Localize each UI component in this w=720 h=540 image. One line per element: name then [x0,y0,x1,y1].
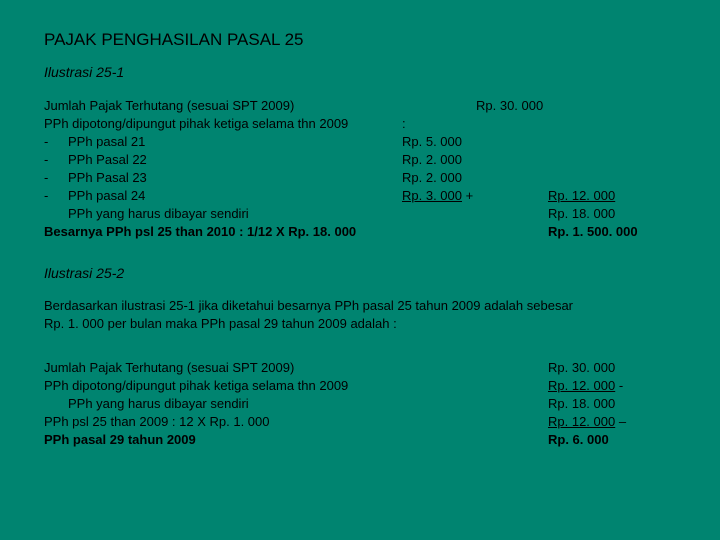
row-pph25-amount: Rp. 12. 000 [548,414,616,429]
row-withheld-amount: Rp. 12. 000 [548,378,616,393]
item-dash: - [44,152,49,167]
payable-label: PPh yang harus dibayar sendiri [68,206,249,221]
pph25-result-label: Besarnya PPh psl 25 than 2010 : 1/12 X Rp. 18. 000 [44,224,357,239]
item-dash: - [44,134,49,149]
payable-amount: Rp. 18. 000 [548,206,616,221]
illustration-2-label: Ilustrasi 25-2 [44,265,125,281]
item-pph23-amount: Rp. 2. 000 [402,170,462,185]
row-pph29-label: PPh pasal 29 tahun 2009 [44,432,196,447]
withheld-colon: : [402,116,406,131]
item-pph23-label: PPh Pasal 23 [68,170,147,185]
row-pph25-cell [548,414,626,429]
total-tax-label: Jumlah Pajak Terhutang (sesuai SPT 2009) [44,98,295,113]
item-pph24-cell [402,188,473,203]
row-total-tax-label: Jumlah Pajak Terhutang (sesuai SPT 2009) [44,360,295,375]
paragraph-line-1: Berdasarkan ilustrasi 25-1 jika diketahui besarnya PPh pasal 25 tahun 2009 adalah sebesar [44,298,574,313]
row-total-tax-amount: Rp. 30. 000 [548,360,616,375]
total-tax-amount: Rp. 30. 000 [476,98,544,113]
minus-sign: - [615,378,624,393]
row-payable-label: PPh yang harus dibayar sendiri [68,396,249,411]
page-title: PAJAK PENGHASILAN PASAL 25 [44,30,304,49]
row-pph29-amount: Rp. 6. 000 [548,432,609,447]
item-dash: - [44,170,49,185]
minus-sign: – [615,414,627,429]
item-pph24-amount: Rp. 3. 000 [402,188,462,203]
plus-sign: + [465,188,474,203]
row-pph25-label: PPh psl 25 than 2009 : 12 X Rp. 1. 000 [44,414,270,429]
item-pph22-label: PPh Pasal 22 [68,152,147,167]
row-payable-amount: Rp. 18. 000 [548,396,616,411]
illustration-1-label: Ilustrasi 25-1 [44,64,125,80]
row-withheld-cell [548,378,623,393]
item-pph21-label: PPh pasal 21 [68,134,146,149]
item-pph24-label: PPh pasal 24 [68,188,146,203]
paragraph-line-2: Rp. 1. 000 per bulan maka PPh pasal 29 tahun 2009 adalah : [44,316,397,331]
pph25-result-amount: Rp. 1. 500. 000 [548,224,638,239]
item-pph21-amount: Rp. 5. 000 [402,134,462,149]
item-pph22-amount: Rp. 2. 000 [402,152,462,167]
withheld-total: Rp. 12. 000 [548,188,616,203]
withheld-label: PPh dipotong/dipungut pihak ketiga selama thn 2009 [44,116,349,131]
row-withheld-label: PPh dipotong/dipungut pihak ketiga selama thn 2009 [44,378,349,393]
item-dash: - [44,188,49,203]
